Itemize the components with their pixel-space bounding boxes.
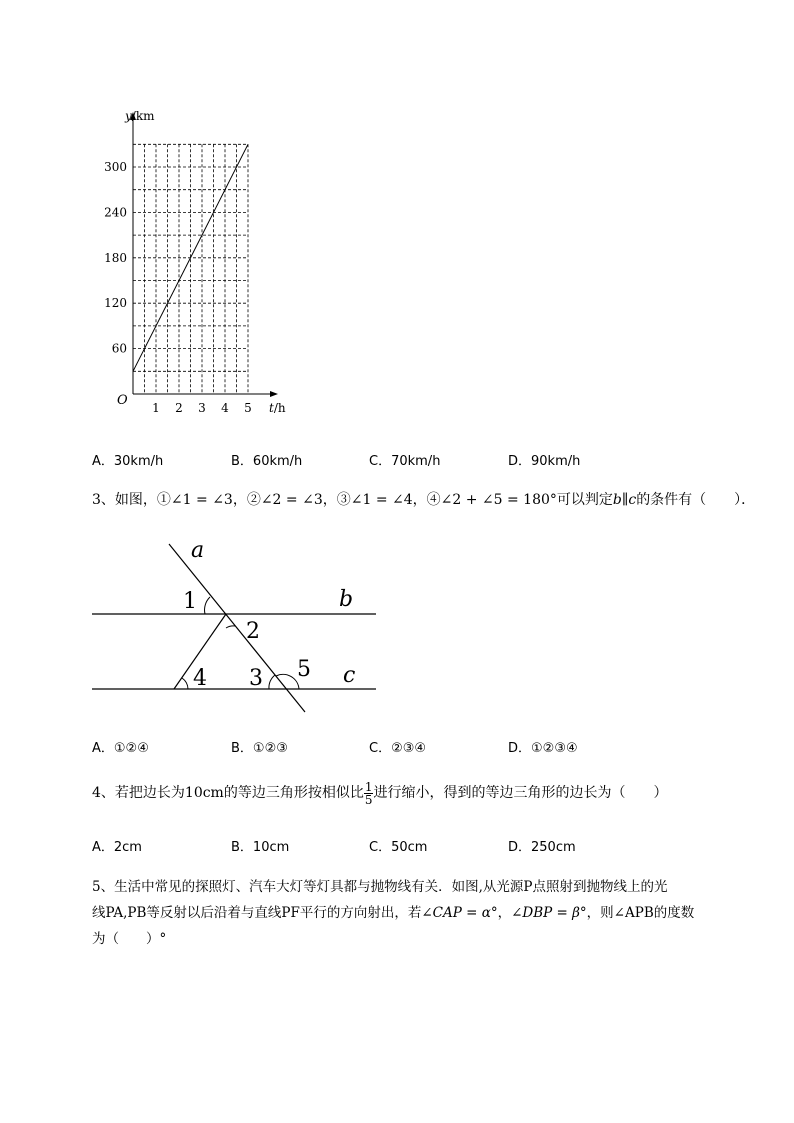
x-tick-label: 2 (175, 401, 183, 415)
y-tick-label: 60 (111, 341, 127, 356)
angle-4-arc (182, 678, 188, 689)
x-tick-labels (152, 401, 252, 415)
x-tick-label: 5 (244, 401, 252, 415)
q3-mid: 可以判定 (556, 492, 613, 508)
q3-option-a[interactable]: A．①②④ (92, 741, 149, 756)
label-2: 2 (246, 619, 260, 644)
label-5: 5 (297, 657, 311, 682)
q3-prefix: 3、如图， (92, 492, 157, 508)
y-tick-labels (104, 160, 127, 356)
angle-5-arc (276, 674, 299, 689)
q4-frac-den: 5 (364, 792, 373, 807)
q3-rel-sym: ∥ (621, 492, 629, 508)
q5-line-3: 为（ ）° (92, 931, 167, 947)
q4-prefix: 4、若把边长为10cm的等边三角形按相似比 (92, 785, 364, 801)
q4-frac-num: 1 (364, 779, 373, 794)
q5-angle-1: ∠CAP = α° (421, 905, 498, 921)
angle-3-arc (269, 675, 275, 689)
q3-suffix: 的条件有（ ）． (636, 492, 756, 508)
q3-stem (92, 487, 755, 513)
x-tick-label: 3 (198, 401, 206, 415)
q4-option-b[interactable]: B．10cm (231, 840, 290, 855)
x-axis-arrow (270, 391, 278, 397)
q3-condition-4: ④∠2 + ∠5 = 180° (426, 492, 557, 508)
q4-stem (92, 780, 667, 806)
q5-line-2 (92, 900, 742, 926)
q5-line-2b: ，则∠APB的度数 (586, 905, 695, 921)
q2-option-c[interactable]: C．70km/h (369, 454, 441, 469)
q2-option-d[interactable]: D．90km/h (508, 454, 581, 469)
x-axis-label: t/h (269, 401, 286, 415)
y-tick-label: 120 (104, 296, 127, 311)
q3-rel-c: c (628, 492, 637, 508)
label-1: 1 (183, 589, 197, 614)
angle-2-arc (226, 626, 235, 628)
q4-option-d[interactable]: D．250cm (508, 840, 576, 855)
origin-label: O (117, 393, 128, 408)
q3-condition-2: ②∠2 = ∠3， (246, 492, 337, 508)
y-axis-label: y/km (125, 109, 155, 123)
line-a (169, 544, 305, 712)
dashed-grid (133, 144, 248, 394)
q3-option-c[interactable]: C．②③④ (369, 741, 427, 756)
distance-time-graph (95, 100, 305, 425)
q5-angle-2: ∠DBP = β° (511, 905, 587, 921)
y-tick-label: 240 (104, 205, 127, 220)
q5-sep: ， (497, 905, 512, 921)
label-3: 3 (249, 666, 263, 691)
q3-option-b[interactable]: B．①②③ (231, 741, 288, 756)
angle-1-arc (205, 597, 210, 614)
x-tick-label: 4 (221, 401, 229, 415)
q5-line-1: 5、生活中常见的探照灯、汽车大灯等灯具都与抛物线有关．如图,从光源P点照射到抛物线上的光 (92, 879, 668, 895)
q2-option-b[interactable]: B．60km/h (231, 454, 303, 469)
y-tick-label: 180 (104, 250, 127, 265)
q3-option-d[interactable]: D．①②③④ (508, 741, 578, 756)
q5-stem (92, 874, 742, 952)
label-4: 4 (193, 666, 207, 691)
q3-condition-1: ①∠1 = ∠3， (156, 492, 247, 508)
q5-line-2a: 线PA,PB等反射以后沿着与直线PF平行的方向射出，若 (92, 905, 422, 921)
label-a: a (191, 538, 205, 563)
x-tick-label: 1 (152, 401, 160, 415)
q3-rel-b: b (612, 492, 622, 508)
q4-option-c[interactable]: C．50cm (369, 840, 428, 855)
y-tick-label: 300 (104, 160, 127, 174)
q2-option-a[interactable]: A．30km/h (92, 454, 164, 469)
label-c: c (343, 663, 356, 688)
q4-option-a[interactable]: A．2cm (92, 840, 142, 855)
q3-condition-3: ③∠1 = ∠4， (336, 492, 427, 508)
label-b: b (339, 587, 354, 612)
q4-suffix: 进行缩小，得到的等边三角形的边长为（ ） (373, 785, 668, 801)
q3-figure (85, 530, 385, 720)
